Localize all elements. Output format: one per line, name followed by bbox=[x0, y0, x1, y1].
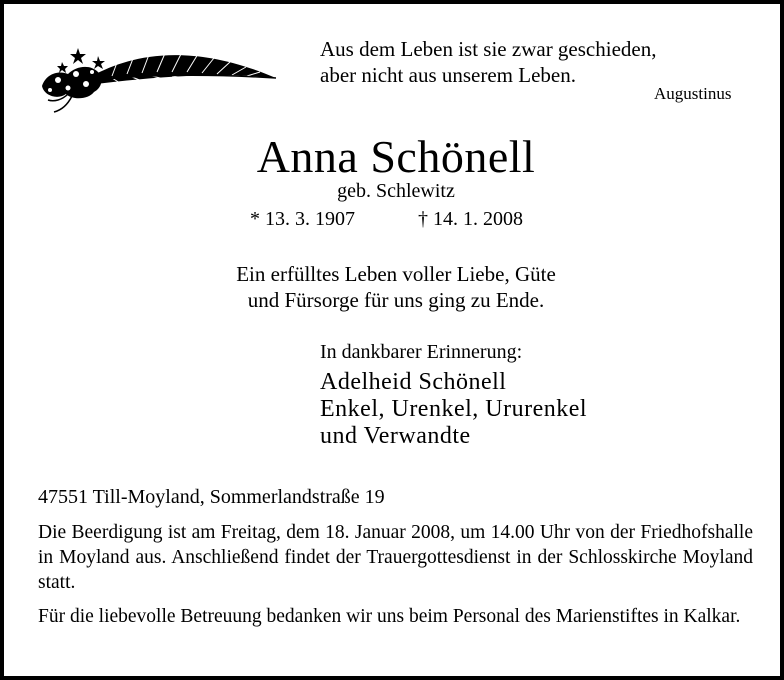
address: 47551 Till-Moyland, Sommerlandstraße 19 bbox=[38, 486, 385, 508]
mourner-line: und Verwandte bbox=[320, 423, 471, 449]
deceased-name: Anna Schönell bbox=[256, 131, 536, 182]
death-date: † 14. 1. 2008 bbox=[418, 208, 523, 230]
tribute-line: Ein erfülltes Leben voller Liebe, Güte bbox=[236, 262, 556, 286]
mourners-intro: In dankbarer Erinnerung: bbox=[320, 341, 523, 363]
birth-date: * 13. 3. 1907 bbox=[250, 208, 355, 230]
mourner-line: Adelheid Schönell bbox=[320, 369, 507, 395]
feather-with-flowers-icon bbox=[32, 34, 278, 114]
thanks-notice: Für die liebevolle Betreuung bedanken wir uns beim Personal des Marienstiftes in Kalkar. bbox=[38, 606, 741, 627]
tribute-line: und Fürsorge für uns ging zu Ende. bbox=[247, 288, 545, 312]
quote bbox=[320, 36, 656, 88]
tribute-text bbox=[4, 261, 784, 313]
quote-line: aber nicht aus unserem Leben. bbox=[320, 63, 576, 87]
quote-author: Augustinus bbox=[654, 84, 732, 103]
mourners-list bbox=[320, 369, 587, 450]
maiden-name: geb. Schlewitz bbox=[337, 180, 455, 202]
mourner-line: Enkel, Urenkel, Ururenkel bbox=[320, 396, 588, 422]
quote-line: Aus dem Leben ist sie zwar geschieden, bbox=[320, 37, 657, 61]
funeral-notice: Die Beerdigung ist am Freitag, dem 18. Januar 2008, um 14.00 Uhr von der Friedhofshalle in Moyland aus. Anschließend findet der Trauergottesdienst in der Schlosskirche Moyland statt. bbox=[38, 522, 753, 593]
